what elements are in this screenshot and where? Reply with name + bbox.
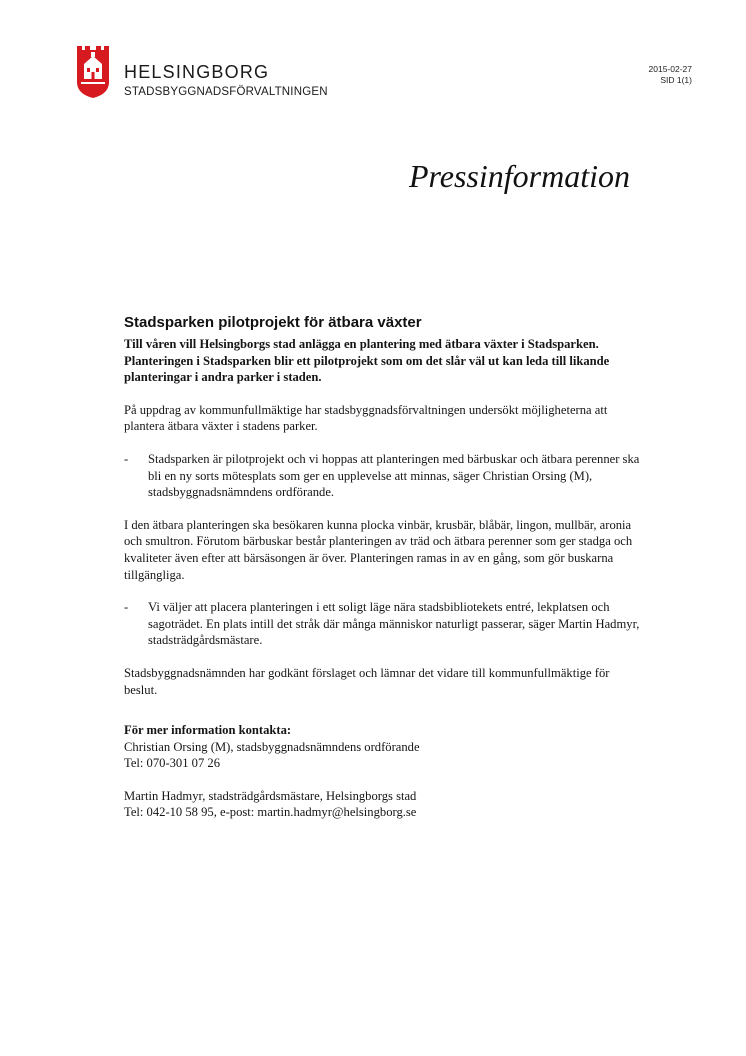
quote-block (124, 451, 644, 501)
contact-phone-email: Tel: 042-10 58 95, e-post: martin.hadmyr@helsingborg.se (124, 805, 417, 820)
quote-dash: - (124, 600, 129, 615)
document-date: 2015-02-27 (648, 64, 692, 74)
contact-section (124, 722, 644, 821)
contact-person: Christian Orsing (M), stadsbyggnadsnämndens ordförande (124, 739, 420, 754)
article-paragraph: I den ätbara planteringen ska besökaren kunna plocka vinbär, krusbär, blåbär, lingon, mullbär, aronia och smultron. Förutom bärbuskar består planteringen av träd och ätbara perenner som ger stadga och kvaliteter även efter att bärsäsongen är över. Planteringen ramas in av en gång, som gör buskarna tillgängliga. (124, 517, 633, 582)
page-number: SID 1(1) (660, 75, 692, 85)
helsingborg-crest-logo (76, 44, 110, 98)
article-headline: Stadsparken pilotprojekt för ätbara växter (124, 314, 422, 331)
quote-text: Stadsparken är pilotprojekt och vi hoppas att planteringen med bärbuskar och ätbara perenner ska bli en ny sorts mötesplats som ger en upplevelse att minnas, säger Christian Orsing (M), stadsbyggnadsnämndens ordförande. (148, 451, 640, 500)
document-meta (649, 64, 692, 86)
document-type-title: Pressinformation (408, 158, 630, 194)
contact-phone: Tel: 070-301 07 26 (124, 756, 221, 771)
article-lead: Till våren vill Helsingborgs stad anlägga en plantering med ätbara växter i Stadsparken. Planteringen i Stadsparken blir ett pilotprojekt som om det slår väl ut kan leda till likande planteringar i andra parker i staden. (124, 337, 610, 385)
quote-block (124, 599, 644, 649)
quote-text: Vi väljer att placera planteringen i ett soligt läge nära stadsbibliotekets entré, lekplatsen och sagoträdet. En plats intill det stråk där många människor naturligt passerar, säger Martin Hadmyr, stadsträdgårdsmästare. (148, 600, 640, 648)
contact-heading: För mer information kontakta: (124, 723, 292, 738)
org-department: STADSBYGGNADSFÖRVALTNINGEN (124, 86, 328, 98)
contact-block (124, 722, 644, 772)
article-paragraph: Stadsbyggnadsnämnden har godkänt förslaget och lämnar det vidare till kommunfullmäktige för beslut. (124, 665, 610, 697)
contact-person: Martin Hadmyr, stadsträdgårdsmästare, Helsingborgs stad (124, 788, 417, 803)
contact-block (124, 788, 644, 821)
article-paragraph: På uppdrag av kommunfullmäktige har stadsbyggnadsförvaltningen undersökt möjligheterna att plantera ätbara växter i stadens parker. (124, 402, 608, 434)
article-body (124, 314, 644, 837)
org-name: HELSINGBORG (124, 62, 270, 82)
quote-dash: - (124, 451, 129, 466)
